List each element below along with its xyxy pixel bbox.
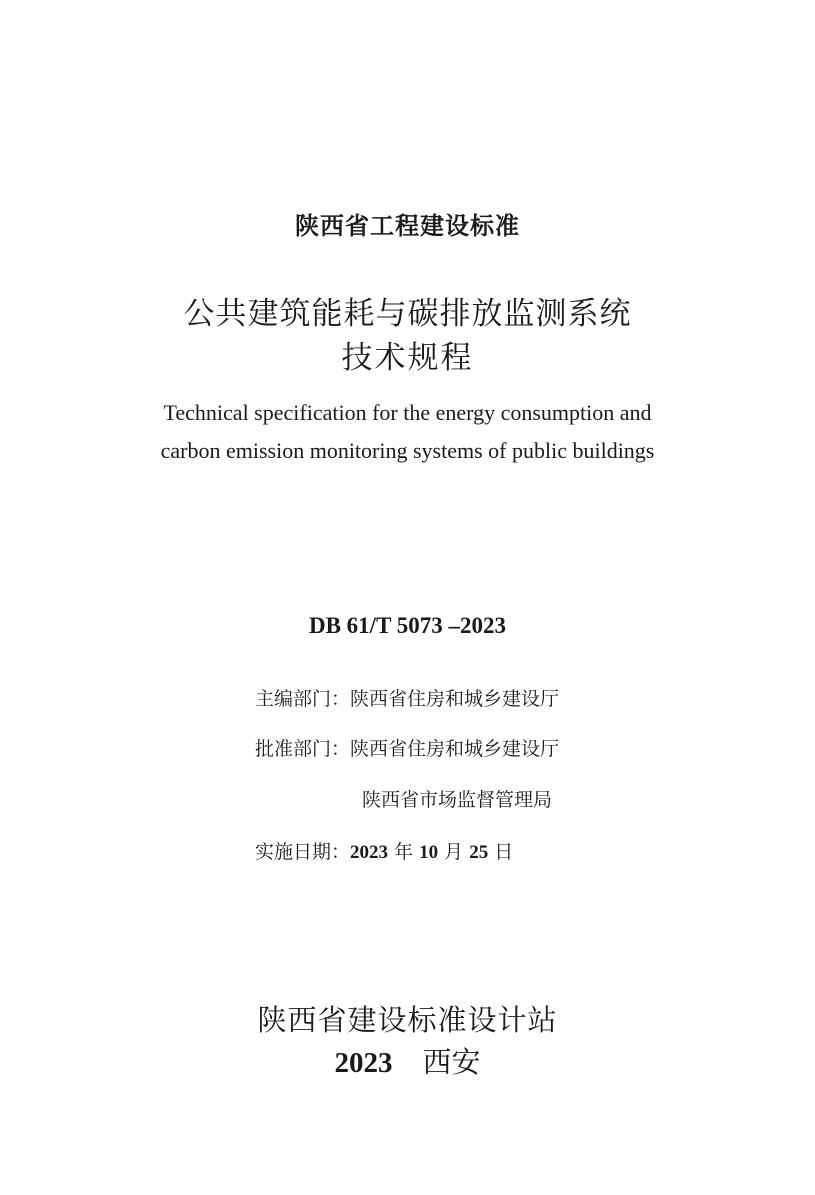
approver-value-2: 陕西省市场监督管理局: [362, 789, 553, 811]
standard-series-heading: 陕西省工程建设标准: [295, 212, 520, 240]
date-year-unit: 年: [388, 841, 420, 863]
date-day: 25: [469, 842, 489, 863]
approver-label: 批准部门：: [255, 738, 351, 760]
standard-code: DB 61/T 5073 –2023: [308, 613, 507, 638]
publisher-name: 陕西省建设标准设计站: [257, 1003, 558, 1037]
approver-value-1: 陕西省住房和城乡建设厅: [350, 738, 560, 760]
publisher-year-city: [0, 1040, 815, 1085]
effective-date-row: [255, 837, 513, 868]
date-month: 10: [419, 842, 439, 863]
date-year: 2023: [350, 842, 389, 863]
publisher-city: 西安: [422, 1045, 481, 1079]
approver-row: [255, 734, 559, 764]
editor-label: 主编部门：: [255, 688, 351, 710]
title-en-line2: carbon emission monitoring systems of public buildings: [160, 438, 655, 463]
date-day-unit: 日: [488, 841, 514, 863]
editor-row: [255, 684, 559, 714]
publisher-year: 2023: [334, 1047, 393, 1079]
approver-row-2: [362, 785, 552, 815]
editor-value: 陕西省住房和城乡建设厅: [350, 688, 560, 710]
date-month-unit: 月: [438, 841, 470, 863]
title-en-line1: Technical specification for the energy consumption and: [163, 400, 652, 425]
date-label: 实施日期：: [255, 841, 351, 863]
title-cn-line1: 公共建筑能耗与碳排放监测系统: [183, 296, 632, 332]
title-cn-line2: 技术规程: [341, 340, 474, 376]
